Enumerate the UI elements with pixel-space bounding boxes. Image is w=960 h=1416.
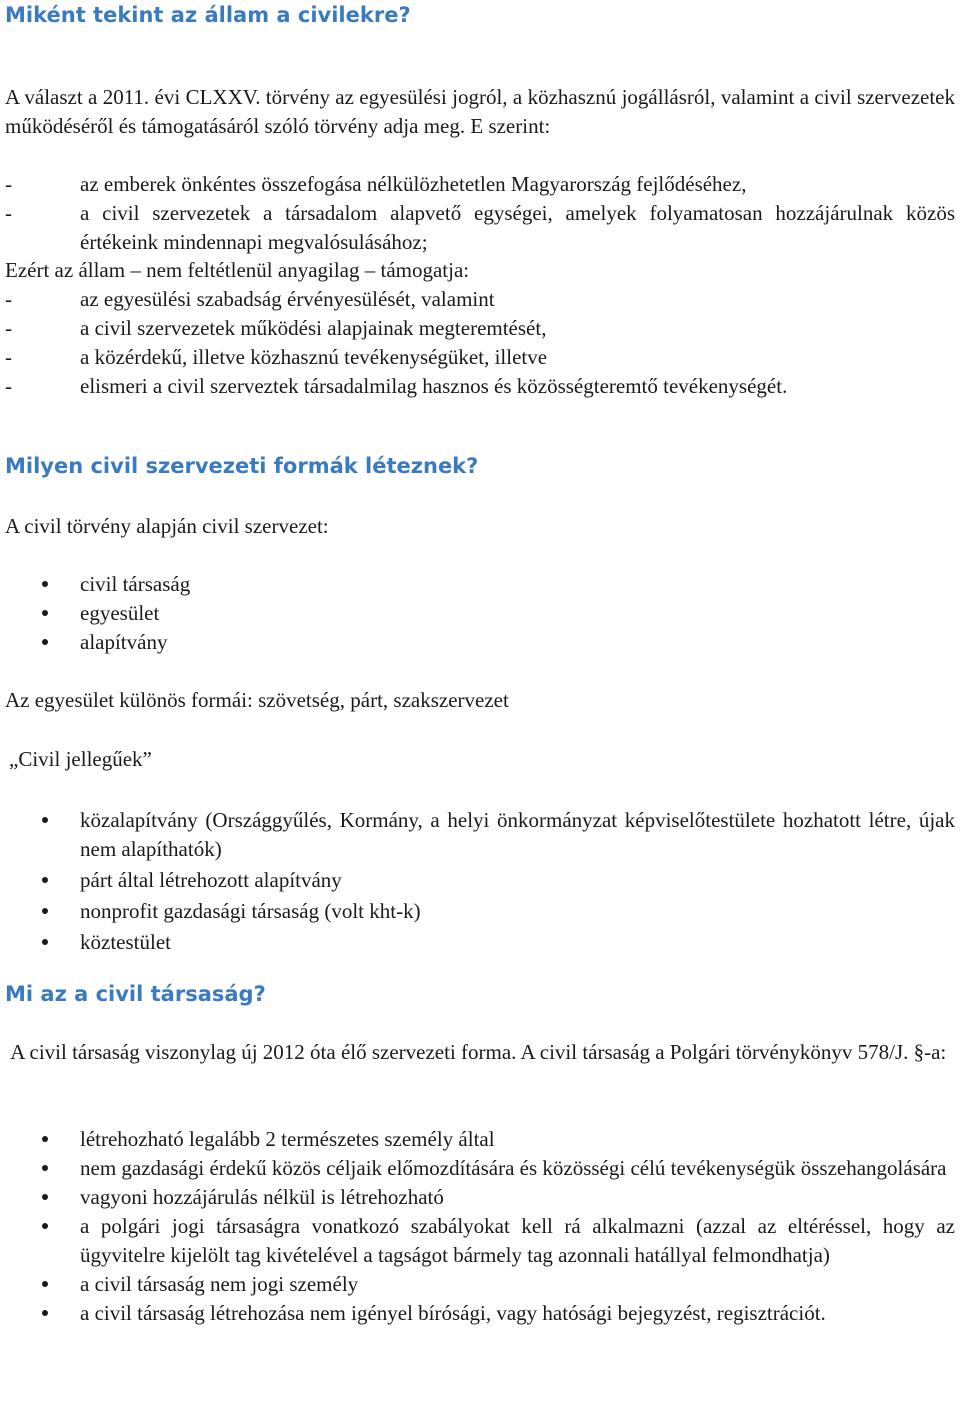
list-item: vagyoni hozzájárulás nélkül is létrehozható: [5, 1183, 955, 1212]
section-heading-civil-forms: Milyen civil szervezeti formák léteznek?: [5, 454, 479, 478]
civil-like-title: „Civil jellegűek”: [9, 747, 152, 771]
list-item: létrehozható legalább 2 természetes személy által: [5, 1125, 955, 1154]
civil-company-list: [5, 1125, 955, 1328]
dash-marker: -: [5, 287, 12, 311]
list-item: alapítvány: [5, 628, 955, 657]
list-item: párt által létrehozott alapítvány: [5, 866, 955, 895]
section-heading-state-view: Miként tekint az állam a civilekre?: [5, 3, 411, 27]
list-item: egyesület: [5, 599, 955, 628]
list-item: nonprofit gazdasági társaság (volt kht-k): [5, 897, 955, 926]
list-item: a civil társaság nem jogi személy: [5, 1270, 955, 1299]
bullet-icon: [42, 1223, 48, 1229]
intro-paragraph: A választ a 2011. évi CLXXV. törvény az egyesülési jogról, a közhasznú jogállásról, valamint a civil szervezetek működéséről és támogatásáról szóló törvény adja meg. E szerint:: [5, 85, 955, 138]
forms-list: [5, 570, 955, 657]
list-item: - a közérdekű, illetve közhasznú tevékenységüket, illetve: [5, 343, 955, 372]
list-item: közalapítvány (Országgyűlés, Kormány, a helyi önkormányzat képviselőtestülete hozhatott létre, újak nem alapíthatók): [5, 806, 955, 864]
section-heading-civil-company: Mi az a civil társaság?: [5, 982, 266, 1006]
bullet-icon: [42, 1194, 48, 1200]
list-item: - az egyesülési szabadság érvényesülését, valamint: [5, 285, 955, 314]
bullet-icon: [42, 877, 48, 883]
special-forms-line: Az egyesület különös formái: szövetség, párt, szakszervezet: [5, 688, 509, 712]
dash-list-b: [5, 285, 955, 401]
bullet-icon: [42, 581, 48, 587]
dash-marker: -: [5, 172, 12, 196]
list-item: - az emberek önkéntes összefogása nélkülözhetetlen Magyarország fejlődéséhez,: [5, 170, 955, 199]
bullet-icon: [42, 639, 48, 645]
bullet-icon: [42, 1281, 48, 1287]
civil-like-list: [5, 806, 955, 957]
dash-marker: -: [5, 345, 12, 369]
civil-law-intro: A civil törvény alapján civil szervezet:: [5, 514, 329, 538]
bullet-icon: [42, 908, 48, 914]
bullet-icon: [42, 1165, 48, 1171]
bullet-icon: [42, 1136, 48, 1142]
bullet-icon: [42, 1310, 48, 1316]
dash-marker: -: [5, 316, 12, 340]
bullet-icon: [42, 939, 48, 945]
list-item: nem gazdasági érdekű közös céljaik előmozdítására és közösségi célú tevékenységük összehangolására: [5, 1154, 955, 1183]
dash-marker: -: [5, 201, 12, 225]
therefore-line: Ezért az állam – nem feltétlenül anyagilag – támogatja:: [5, 258, 470, 282]
list-item: - elismeri a civil szerveztek társadalmilag hasznos és közösségteremtő tevékenységét.: [5, 372, 955, 401]
dash-list-a: [5, 170, 955, 257]
dash-marker: -: [5, 374, 12, 398]
list-item: a civil társaság létrehozása nem igényel bírósági, vagy hatósági bejegyzést, regisztrációt.: [5, 1299, 955, 1328]
civil-company-intro: A civil társaság viszonylag új 2012 óta élő szervezeti forma. A civil társaság a Polgári törvénykönyv 578/J. §-a:: [5, 1040, 947, 1064]
list-item: a polgári jogi társaságra vonatkozó szabályokat kell rá alkalmazni (azzal az eltéréssel, hogy az ügyvitelre kijelölt tag kivételével a tagságot bármely tag azonnali hatállyal felmondhatja): [5, 1212, 955, 1270]
list-item: köztestület: [5, 928, 955, 957]
list-item: - a civil szervezetek működési alapjainak megteremtését,: [5, 314, 955, 343]
list-item: civil társaság: [5, 570, 955, 599]
bullet-icon: [42, 610, 48, 616]
bullet-icon: [42, 817, 48, 823]
list-item: - a civil szervezetek a társadalom alapvető egységei, amelyek folyamatosan hozzájárulnak közös értékeink mindennapi megvalósulásához;: [5, 201, 955, 254]
